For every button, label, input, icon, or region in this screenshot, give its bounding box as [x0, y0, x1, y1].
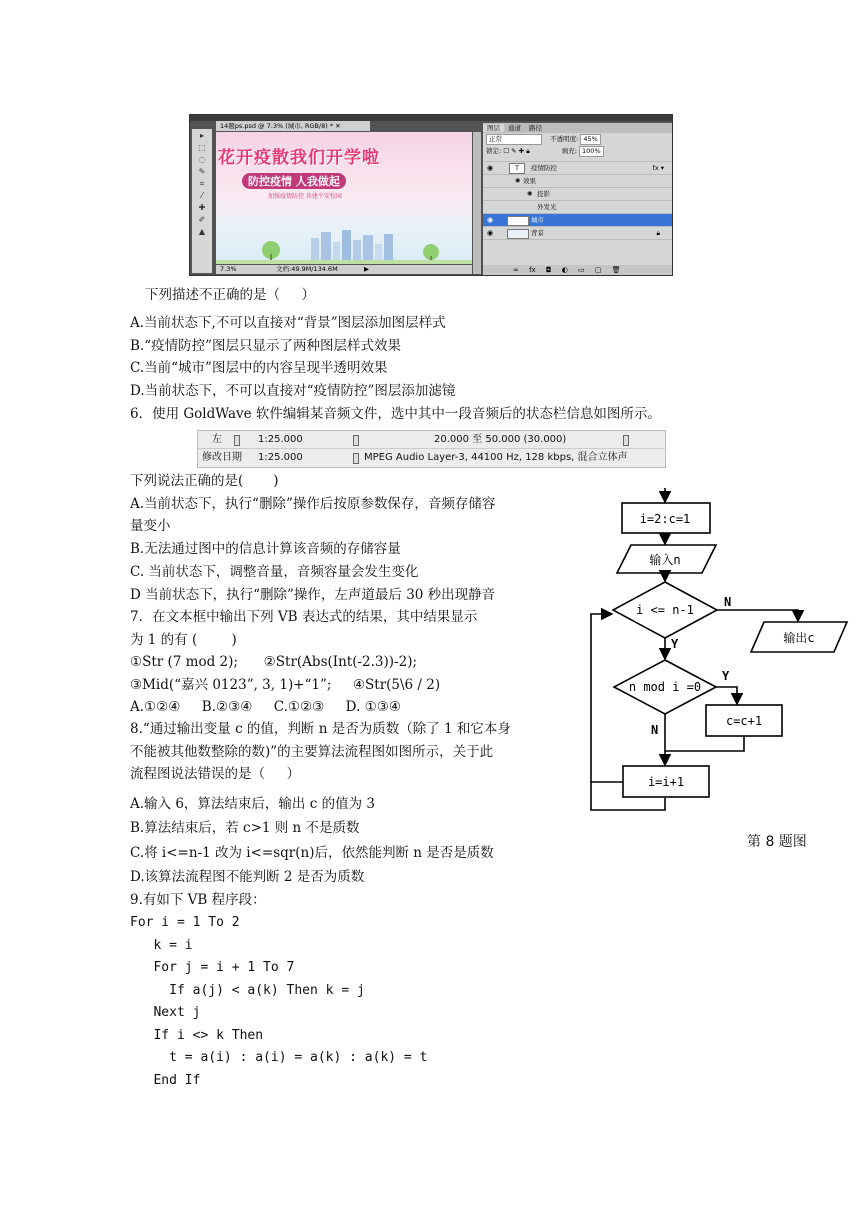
zoom-level[interactable]: 7.3%: [220, 265, 237, 273]
layer-effect-shadow[interactable]: [483, 188, 672, 201]
poster-headline: 花开疫散我们开学啦: [218, 148, 380, 168]
city-skyline-graphic: [216, 230, 472, 264]
q5-option-c: C.当前“城市”图层中的内容呈现半透明效果: [130, 360, 388, 376]
q8-option-c: C.将 i<=n-1 改为 i<=sqr(n)后，依然能判断 n 是否是质数: [130, 845, 494, 861]
eye-icon-small[interactable]: ◉: [515, 177, 521, 184]
gw-length-2: 1:25.000: [258, 452, 303, 463]
fill-label: 填充:: [561, 147, 577, 155]
effect-glow-label: 外发光: [537, 203, 557, 211]
layer-name: 背景: [531, 229, 544, 237]
ps-status-bar: [216, 265, 472, 274]
blend-row: [483, 133, 672, 145]
layer-name: 城市: [531, 216, 544, 224]
document-tab[interactable]: 14题ps.psd @ 7.3% (城市, RGB/8) * ✕: [216, 121, 370, 131]
quick-select-tool-icon[interactable]: ✎: [198, 167, 206, 176]
trash-icon[interactable]: 🗑︎: [611, 266, 621, 274]
tab-layers[interactable]: 图层: [483, 124, 504, 132]
move-tool-icon[interactable]: ▸: [199, 131, 204, 140]
blend-mode-select[interactable]: 正常: [486, 134, 542, 145]
flow-input: 输入n: [649, 553, 681, 567]
gw-modified: 修改日期: [202, 452, 242, 463]
layer-name: 疫情防控: [531, 164, 557, 172]
q8-title-1: 8.“通过输出变量 c 的值，判断 n 是否为质数（除了 1 和它本身: [130, 721, 511, 737]
gw-channel: 左: [212, 434, 222, 445]
q7-choices: A.①②④ B.②③④ C.①②③ D. ①③④: [130, 699, 401, 715]
folder-icon[interactable]: ▭: [578, 266, 585, 274]
q6-option-a-1: A.当前状态下，执行“删除”操作后按原参数保存，音频存储容: [130, 496, 496, 512]
q7-expr-2: ③Mid(“嘉兴 0123”, 3, 1)+“1”; ④Str(5\6 / 2): [130, 677, 441, 693]
eye-icon[interactable]: ◉: [487, 229, 494, 237]
ps-toolbox: [192, 129, 212, 273]
doc-size-info: 文档:49.9M/134.6M: [276, 265, 338, 273]
document-tab-label: 14题ps.psd @ 7.3% (城市, RGB/8) *: [220, 122, 334, 130]
code-line: k = i: [130, 938, 193, 953]
lock-icons[interactable]: ☐ ✎ ✚ 🔒︎: [503, 147, 530, 155]
q9-title: 9.有如下 VB 程序段：: [130, 892, 266, 908]
play-arrow-icon[interactable]: ▶: [364, 265, 369, 273]
code-line: t = a(i) : a(i) = a(k) : a(k) = t: [130, 1050, 428, 1065]
q8-option-b: B.算法结束后，若 c>1 则 n 不是质数: [130, 820, 360, 836]
flow-label-yes-1: Y: [671, 637, 679, 651]
q6-option-c: C. 当前状态下，调整音量，音频容量会发生变化: [130, 564, 419, 580]
stamp-tool-icon[interactable]: ▲: [198, 227, 206, 236]
q7-expr-1: ①Str (7 mod 2); ②Str(Abs(Int(-2.3))-2);: [130, 654, 418, 670]
gw-separator: [353, 435, 359, 446]
panel-tabs: [483, 123, 672, 133]
tab-paths[interactable]: 路径: [529, 124, 542, 132]
q8-option-a: A.输入 6，算法结束后，输出 c 的值为 3: [130, 796, 375, 812]
q6-title: 6．使用 GoldWave 软件编辑某音频文件，选中其中一段音频后的状态栏信息如图所示。: [130, 406, 661, 422]
text-layer-icon: T: [509, 163, 525, 174]
flow-inc-c: c=c+1: [725, 714, 763, 728]
lock-label: 锁定:: [486, 147, 502, 155]
q5-option-b: B.“疫情防控”图层只显示了两种图层样式效果: [130, 338, 402, 354]
q7-title-1: 7．在文本框中输出下列 VB 表达式的结果，其中结果显示: [130, 609, 478, 625]
effect-shadow-label: 投影: [537, 190, 550, 198]
flow-cond-loop: i <= n-1: [636, 603, 694, 617]
eyedropper-tool-icon[interactable]: ⁄: [201, 191, 203, 200]
layer-city[interactable]: [483, 214, 672, 227]
eye-icon[interactable]: ◉: [487, 216, 494, 224]
flow-inc-i: i=i+1: [647, 775, 685, 789]
gw-selection: 20.000 至 50.000 (30.000): [434, 434, 567, 445]
layer-effects[interactable]: [483, 175, 672, 188]
lasso-tool-icon[interactable]: ◌: [198, 155, 206, 164]
layers-panel: [483, 123, 672, 275]
code-line: For j = i + 1 To 7: [130, 960, 295, 975]
flow-label-no-1: N: [724, 595, 732, 609]
opacity-input[interactable]: 45%: [580, 134, 600, 145]
q8-option-d: D.该算法流程图不能判断 2 是否为质数: [130, 869, 365, 885]
brush-tool-icon[interactable]: ✐: [198, 215, 206, 224]
fill-input[interactable]: 100%: [579, 146, 604, 157]
link-icon[interactable]: ∞: [513, 266, 519, 274]
figure-caption: 第 8 题图: [747, 834, 807, 850]
code-line: If i <> k Then: [130, 1028, 264, 1043]
tab-channels[interactable]: 通道: [508, 124, 521, 132]
q6-option-a-2: 量变小: [130, 518, 171, 534]
gw-format: MPEG Audio Layer-3, 44100 Hz, 128 kbps, 混合立体声: [364, 452, 628, 463]
eye-icon[interactable]: ◉: [487, 164, 494, 172]
lock-row: [483, 145, 672, 157]
fx-icon[interactable]: fx ▾: [652, 164, 664, 172]
gw-row-2: [198, 449, 665, 466]
code-line: If a(j) < a(k) Then k = j: [130, 983, 365, 998]
gw-separator: [623, 435, 629, 446]
q6-option-d: D 当前状态下，执行“删除”操作，左声道最后 30 秒出现静音: [130, 587, 496, 603]
fx-add-icon[interactable]: fx: [529, 266, 536, 274]
flowchart: [585, 488, 855, 818]
q5-stem: 下列描述不正确的是（ ）: [145, 287, 315, 303]
layer-thumbnail: [507, 216, 529, 226]
panel-bottom-icons: [483, 265, 672, 275]
lock-icon: 🔒︎: [656, 229, 660, 237]
q8-title-3: 流程图说法错误的是（ ）: [130, 766, 300, 782]
mask-icon[interactable]: ◘: [545, 266, 552, 274]
layer-text-yiqing[interactable]: [483, 162, 672, 175]
new-layer-icon[interactable]: ▢: [594, 266, 602, 274]
layer-effect-glow[interactable]: [483, 201, 672, 214]
effects-label: 效果: [523, 177, 536, 185]
vertical-scrollbar[interactable]: [473, 132, 481, 274]
flow-init: i=2:c=1: [639, 512, 691, 526]
gw-separator: [353, 453, 359, 464]
layer-thumbnail: [507, 229, 529, 239]
code-line: End If: [130, 1073, 201, 1088]
gw-separator: [234, 435, 240, 446]
marquee-tool-icon[interactable]: ⬚: [198, 143, 206, 152]
flow-output: 输出c: [783, 631, 815, 645]
q6-option-b: B.无法通过图中的信息计算该音频的存储容量: [130, 541, 401, 557]
poster-slogan: 加强疫情防控 共建平安校园: [268, 193, 342, 200]
q5-option-a: A.当前状态下,不可以直接对“背景”图层添加图层样式: [130, 315, 446, 331]
q8-title-2: 不能被其他数整除的数)”的主要算法流程图如图所示，关于此: [130, 744, 494, 760]
q6-stem: 下列说法正确的是( ): [130, 473, 279, 489]
goldwave-status-bar: [197, 430, 666, 468]
flow-label-yes-2: Y: [722, 669, 730, 683]
healing-brush-icon[interactable]: ✚: [198, 203, 206, 212]
photoshop-screenshot: [189, 114, 673, 276]
flow-cond-mod: n mod i =0: [628, 680, 702, 694]
opacity-label: 不透明度:: [550, 135, 579, 143]
flow-label-no-2: N: [651, 723, 659, 737]
crop-tool-icon[interactable]: ⌗: [199, 179, 205, 188]
code-line: Next j: [130, 1005, 201, 1020]
layer-background[interactable]: [483, 227, 672, 240]
code-line: For i = 1 To 2: [130, 915, 240, 930]
q7-title-2: 为 1 的有 ( ): [130, 632, 237, 648]
adjustment-icon[interactable]: ◐: [561, 266, 568, 274]
poster-subline: 防控疫情 人我做起: [242, 173, 346, 189]
q5-option-d: D.当前状态下，不可以直接对“疫情防控”图层添加滤镜: [130, 383, 456, 399]
gw-row-1: [198, 431, 665, 448]
gw-length: 1:25.000: [258, 434, 303, 445]
eye-icon-small[interactable]: ◉: [527, 190, 533, 197]
